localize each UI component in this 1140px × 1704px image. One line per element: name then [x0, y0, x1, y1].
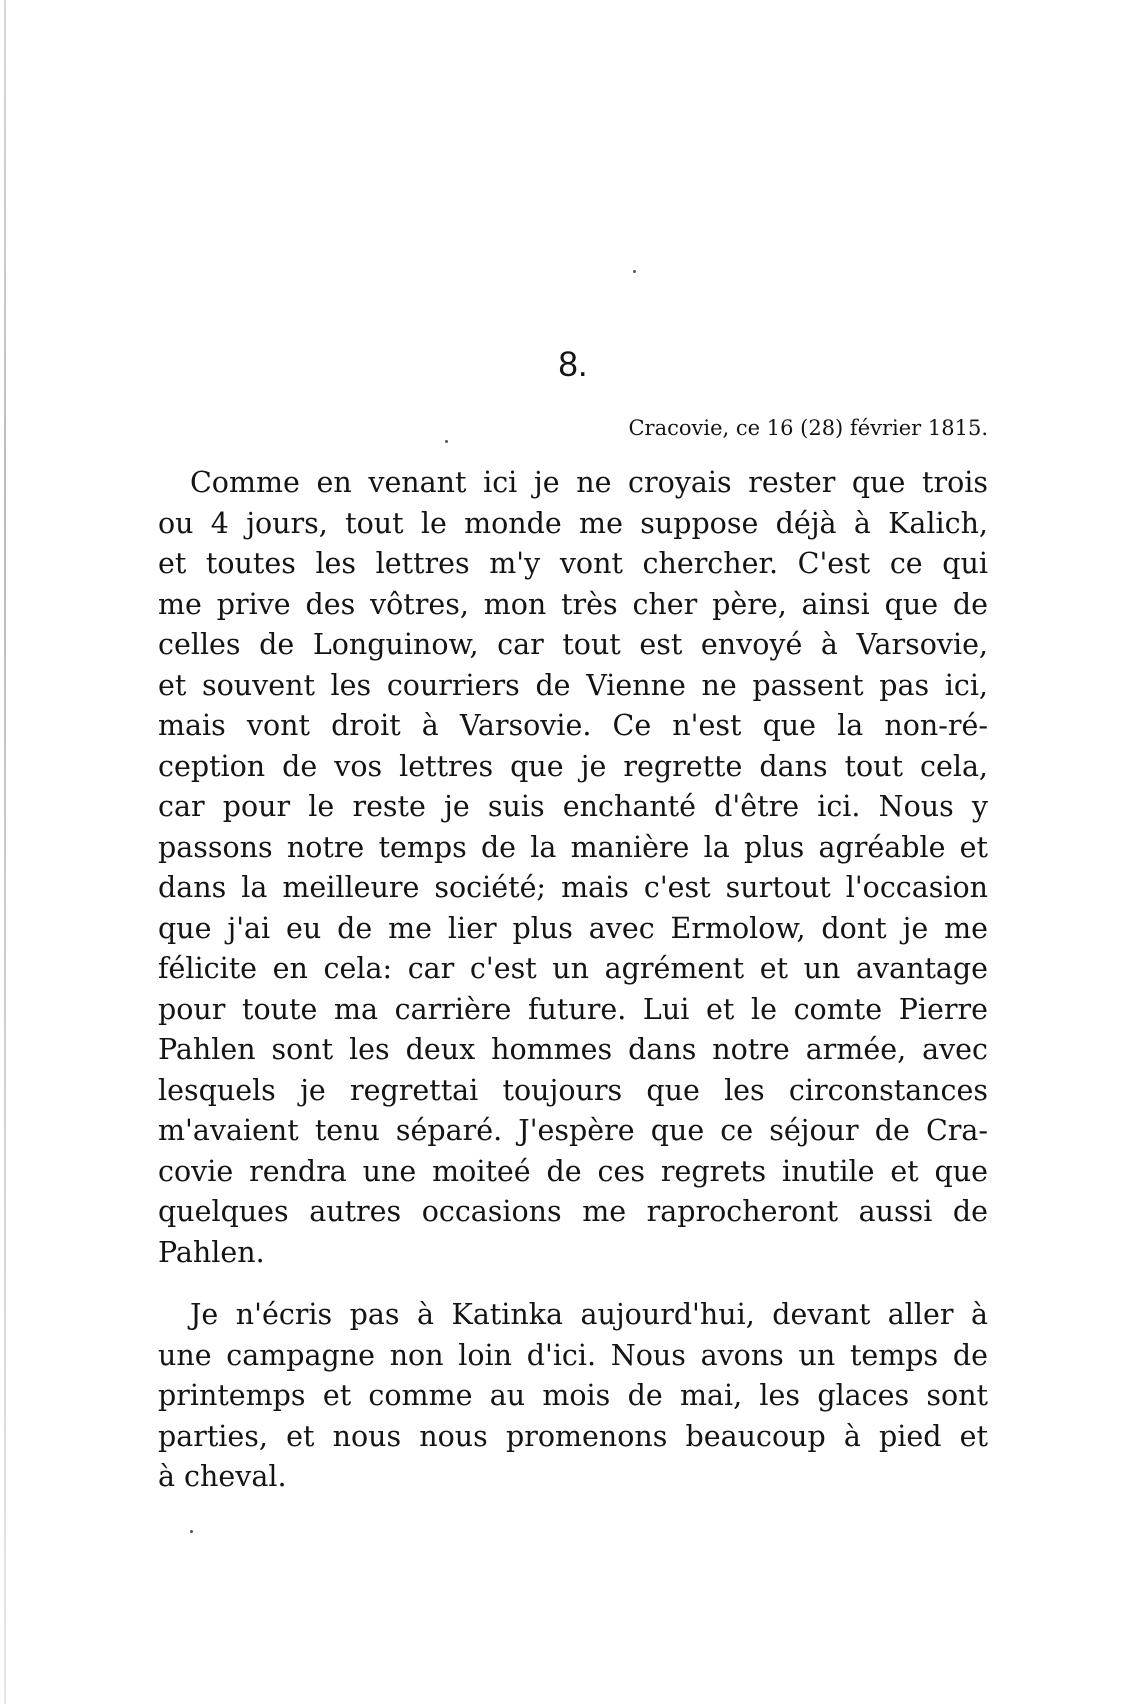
book-page [158, 0, 988, 1704]
text-line: Comme en venant ici je ne croyais rester que trois [190, 466, 988, 499]
text-line: ception de vos lettres que je regrette dans tout cela, [158, 749, 988, 783]
scan-edge [4, 0, 6, 1704]
text-line: m'avaient tenu séparé. J'espère que ce séjour de Cra- [158, 1114, 988, 1147]
text-line: que j'ai eu de me lier plus avec Ermolow, dont je me [158, 911, 988, 945]
text-line: mais vont droit à Varsovie. Ce n'est que la non-ré- [158, 709, 988, 742]
text-line: ou 4 jours, tout le monde me suppose déjà à Kalich, [158, 506, 988, 540]
text-line: Pahlen. [158, 1235, 265, 1269]
text-line: printemps et comme au mois de mai, les glaces sont [158, 1379, 988, 1412]
scan-speck [445, 440, 448, 443]
text-line: parties, et nous nous promenons beaucoup à pied et [158, 1419, 988, 1453]
text-line: à cheval. [158, 1460, 287, 1493]
text-line: et toutes les lettres m'y vont chercher. C'est ce qui [158, 547, 988, 580]
text-line: Pahlen sont les deux hommes dans notre armée, avec [158, 1033, 988, 1066]
text-line: Je n'écris pas à Katinka aujourd'hui, devant aller à [190, 1298, 988, 1331]
text-line: pour toute ma carrière future. Lui et le comte Pierre [158, 992, 988, 1026]
text-line: dans la meilleure société; mais c'est surtout l'occasion [158, 871, 988, 904]
scan-speck [190, 1530, 193, 1533]
text-line: une campagne non loin d'ici. Nous avons un temps de [158, 1338, 988, 1372]
text-line: celles de Longuinow, car tout est envoyé à Varsovie, [158, 628, 988, 661]
text-line: et souvent les courriers de Vienne ne passent pas ici, [158, 668, 988, 702]
text-line: car pour le reste je suis enchanté d'être ici. Nous y [158, 790, 988, 823]
letter-number: 8. [558, 345, 588, 384]
paragraph-1 [158, 463, 988, 1273]
letter-dateline: Cracovie, ce 16 (28) février 1815. [628, 416, 988, 440]
text-line: quelques autres occasions me raprocheront aussi de [158, 1195, 988, 1228]
scan-speck [633, 270, 636, 273]
text-line: lesquels je regrettai toujours que les circonstances [158, 1073, 988, 1107]
text-line: passons notre temps de la manière la plus agréable et [158, 830, 988, 864]
text-line: me prive des vôtres, mon très cher père, ainsi que de [158, 587, 988, 621]
text-line: félicite en cela: car c'est un agrément et un avantage [158, 952, 988, 985]
paragraph-2 [158, 1295, 988, 1498]
text-line: covie rendra une moiteé de ces regrets inutile et que [158, 1154, 988, 1188]
